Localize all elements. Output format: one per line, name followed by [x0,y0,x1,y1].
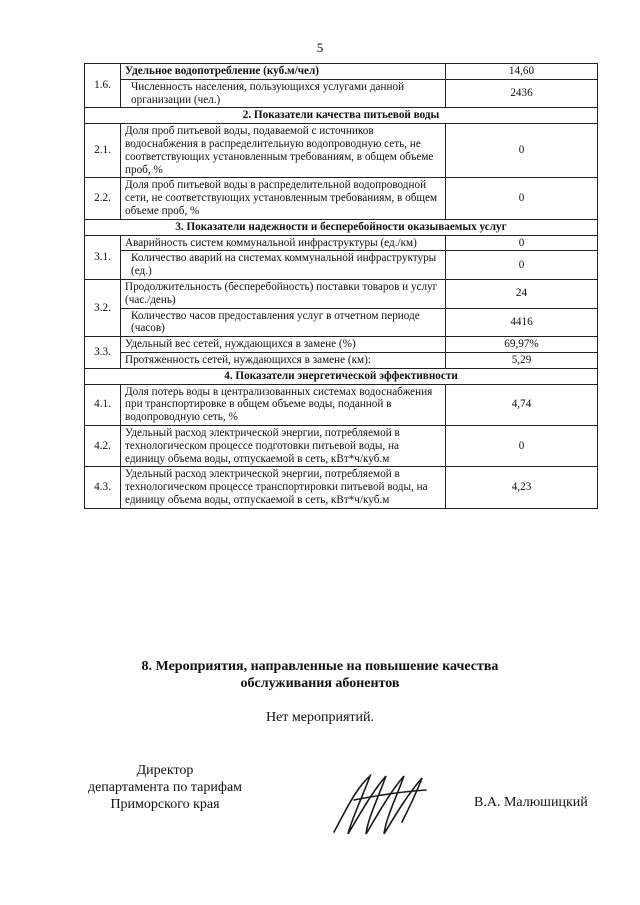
row-number: 4.3. [85,467,121,508]
section-title: 2. Показатели качества питьевой воды [85,108,598,124]
indicator-name: Количество часов предоставления услуг в отчетном периоде (часов) [121,308,446,337]
indicator-name: Доля потерь воды в централизованных системах водоснабжения при транспортировке в общем объеме воды, поданной в водопроводную сеть, % [121,384,446,425]
table-row [85,352,598,368]
indicator-value: 14,60 [446,64,598,80]
table-row [85,79,598,108]
row-number: 2.1. [85,124,121,178]
section-8-heading [0,658,640,692]
indicator-name: Доля проб питьевой воды, подаваемой с источников водоснабжения в распределительную водопроводную сеть, не соответствующих установленным требованиям, в общем объеме проб, % [121,124,446,178]
table-row [85,178,598,219]
section-row [85,108,598,124]
indicator-name: Удельный расход электрической энергии, потребляемой в технологическом процессе транспортировки питьевой воды, на единицу объема воды, отпускаемой в сеть, кВт*ч/куб.м [121,467,446,508]
signatory-name: В.А. Малюшицкий [474,795,588,810]
row-number: 3.3. [85,337,121,369]
indicator-name: Удельное водопотребление (куб.м/чел) [121,64,446,80]
signatory-line-2: департамента по тарифам [87,780,243,795]
table-row [85,124,598,178]
table-row [85,64,598,80]
indicator-name: Количество аварий на системах коммунальной инфраструктуры (ед.) [121,251,446,280]
section-title: 3. Показатели надежности и бесперебойности оказываемых услуг [85,219,598,235]
table-row [85,251,598,280]
indicator-value: 2436 [446,79,598,108]
row-number: 4.1. [85,384,121,425]
indicator-value: 0 [446,124,598,178]
indicator-name: Численность населения, пользующихся услугами данной организации (чел.) [121,79,446,108]
page-number: 5 [316,40,324,55]
heading-line-2: обслуживания абонентов [240,676,400,691]
row-number: 3.2. [85,279,121,336]
table-row [85,235,598,251]
indicator-value: 0 [446,425,598,466]
row-number: 2.2. [85,178,121,219]
indicator-value: 0 [446,178,598,219]
handwritten-signature [326,770,436,840]
indicator-name: Удельный вес сетей, нуждающихся в замене (%) [121,337,446,353]
section-row [85,368,598,384]
indicator-value: 0 [446,235,598,251]
indicator-value: 4416 [446,308,598,337]
indicator-value: 24 [446,279,598,308]
row-number: 4.2. [85,425,121,466]
indicator-value: 4,23 [446,467,598,508]
indicator-value: 5,29 [446,352,598,368]
indicator-value: 69,97% [446,337,598,353]
signatory-line-3: Приморского края [110,797,220,812]
row-number: 1.6. [85,64,121,108]
row-number: 3.1. [85,235,121,279]
table-row [85,308,598,337]
indicator-value: 4,74 [446,384,598,425]
table-row [85,337,598,353]
section-row [85,219,598,235]
indicators-table [84,63,598,509]
signatory-title [70,762,260,813]
indicator-name: Удельный расход электрической энергии, потребляемой в технологическом процессе подготовки питьевой воды, на единицу объема воды, отпускаемой в сеть, кВт*ч/куб.м [121,425,446,466]
table-row [85,425,598,466]
table-row [85,279,598,308]
indicator-name: Доля проб питьевой воды в распределительной водопроводной сети, не соответствующих установленным требованиям, в общем объеме проб, % [121,178,446,219]
no-measures-text: Нет мероприятий. [265,710,375,725]
table-row [85,384,598,425]
indicator-name: Продолжительность (бесперебойность) поставки товаров и услуг (час./день) [121,279,446,308]
table-row [85,467,598,508]
indicator-name: Протяженность сетей, нуждающихся в замене (км): [121,352,446,368]
heading-line-1: 8. Мероприятия, направленные на повышение качества [141,659,499,674]
signatory-line-1: Директор [136,763,194,778]
section-title: 4. Показатели энергетической эффективности [85,368,598,384]
indicator-value: 0 [446,251,598,280]
indicator-name: Аварийность систем коммунальной инфраструктуры (ед./км) [121,235,446,251]
